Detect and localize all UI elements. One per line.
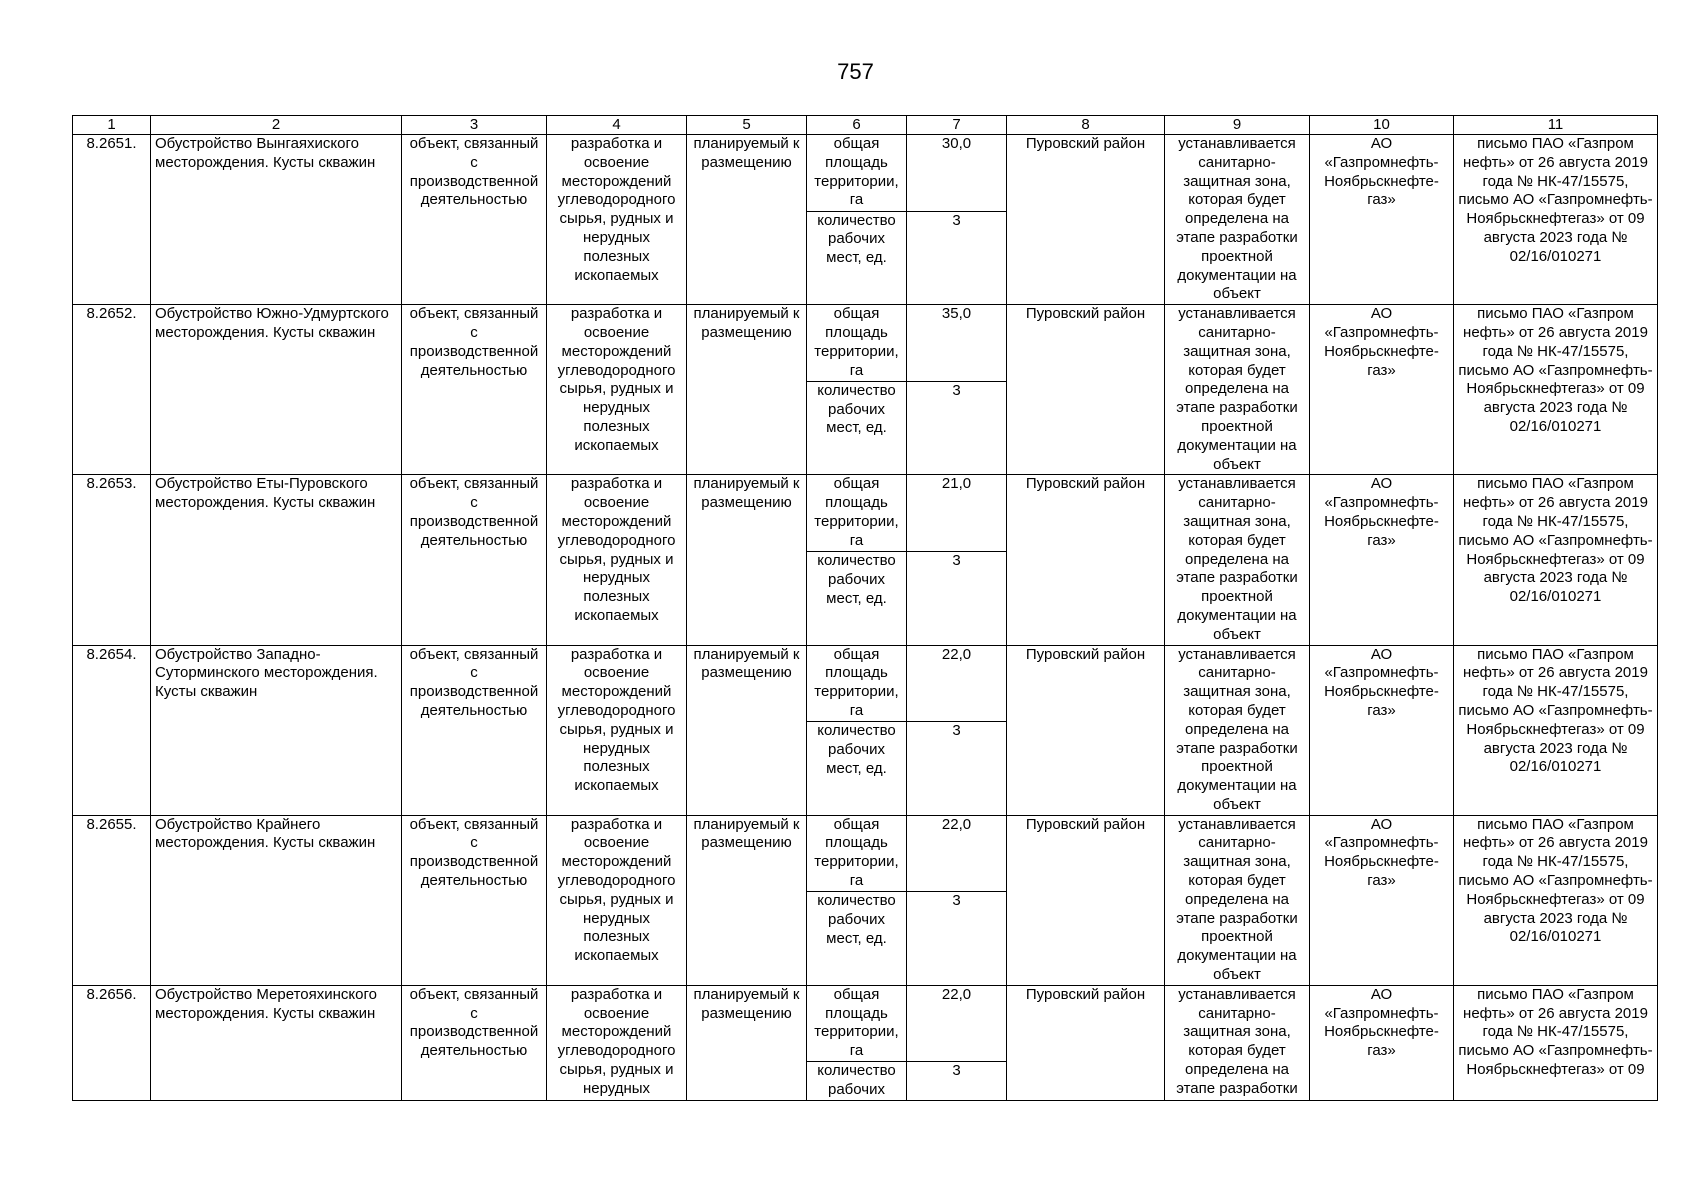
status-cell: планируемый к размещению xyxy=(687,305,807,475)
basis-cell: письмо ПАО «Газпром нефть» от 26 августа 2019 года № НК-47/15575, письмо АО «Газпромнефть-Ноябрьскнефтегаз» от 09 августа 2023 года № 02/16/010271 xyxy=(1454,645,1658,815)
object-type-cell: объект, связанный с производственной деятельностью xyxy=(402,305,547,475)
row-number-cell: 8.2654. xyxy=(73,645,151,815)
parameter-name-cell: общая площадь территории, га xyxy=(807,645,907,722)
purpose-cell: разработка и освоение месторождений углеводородного сырья, рудных и нерудных полезных ископаемых xyxy=(547,305,687,475)
basis-cell: письмо ПАО «Газпром нефть» от 26 августа 2019 года № НК-47/15575, письмо АО «Газпромнефть-Ноябрьскнефтегаз» от 09 августа 2023 года № 02/16/010271 xyxy=(1454,475,1658,645)
object-name-cell: Обустройство Крайнего месторождения. Кусты скважин xyxy=(151,815,402,985)
basis-cell: письмо ПАО «Газпром нефть» от 26 августа 2019 года № НК-47/15575, письмо АО «Газпромнефть-Ноябрьскнефтегаз» от 09 августа 2023 года № 02/16/010271 xyxy=(1454,815,1658,985)
object-name-cell: Обустройство Меретояхинского месторождения. Кусты скважин xyxy=(151,985,402,1100)
parameter-value-cell: 3 xyxy=(907,551,1007,645)
parameter-name-cell: общая площадь территории, га xyxy=(807,135,907,212)
location-cell: Пуровский район xyxy=(1007,135,1165,305)
organization-cell: АО «Газпромнефть-Ноябрьскнефте-газ» xyxy=(1310,135,1454,305)
basis-cell: письмо ПАО «Газпром нефть» от 26 августа 2019 года № НК-47/15575, письмо АО «Газпромнефть-Ноябрьскнефтегаз» от 09 августа 2023 года № 02/16/010271 xyxy=(1454,135,1658,305)
organization-cell: АО «Газпромнефть-Ноябрьскнефте-газ» xyxy=(1310,645,1454,815)
column-number: 5 xyxy=(687,116,807,135)
status-cell: планируемый к размещению xyxy=(687,135,807,305)
column-number: 1 xyxy=(73,116,151,135)
zone-cell: устанавливается санитарно-защитная зона, которая будет определена на этапе разработки проектной документации на объект xyxy=(1165,135,1310,305)
column-number: 11 xyxy=(1454,116,1658,135)
row-number-cell: 8.2656. xyxy=(73,985,151,1100)
location-cell: Пуровский район xyxy=(1007,815,1165,985)
zone-cell: устанавливается санитарно-защитная зона, которая будет определена на этапе разработки проектной документации на объект xyxy=(1165,305,1310,475)
column-number: 8 xyxy=(1007,116,1165,135)
table-row xyxy=(73,475,1658,552)
organization-cell: АО «Газпромнефть-Ноябрьскнефте-газ» xyxy=(1310,475,1454,645)
location-cell: Пуровский район xyxy=(1007,645,1165,815)
parameter-value-cell: 22,0 xyxy=(907,645,1007,722)
page-number: 757 xyxy=(837,59,874,84)
purpose-cell: разработка и освоение месторождений углеводородного сырья, рудных и нерудных полезных ископаемых xyxy=(547,475,687,645)
parameter-name-cell: общая площадь территории, га xyxy=(807,815,907,892)
column-number: 3 xyxy=(402,116,547,135)
object-name-cell: Обустройство Еты-Пуровского месторождения. Кусты скважин xyxy=(151,475,402,645)
parameter-value-cell: 3 xyxy=(907,211,1007,305)
parameter-value-cell: 3 xyxy=(907,1062,1007,1101)
column-number: 6 xyxy=(807,116,907,135)
object-type-cell: объект, связанный с производственной деятельностью xyxy=(402,135,547,305)
parameter-name-cell: количество рабочих мест, ед. xyxy=(807,892,907,986)
parameter-name-cell: общая площадь территории, га xyxy=(807,305,907,382)
row-number-cell: 8.2655. xyxy=(73,815,151,985)
parameter-value-cell: 22,0 xyxy=(907,985,1007,1061)
column-number: 4 xyxy=(547,116,687,135)
table-row xyxy=(73,985,1658,1061)
table-row xyxy=(73,305,1658,382)
basis-cell: письмо ПАО «Газпром нефть» от 26 августа 2019 года № НК-47/15575, письмо АО «Газпромнефть-Ноябрьскнефтегаз» от 09 августа 2023 года № 02/16/010271 xyxy=(1454,305,1658,475)
organization-cell: АО «Газпромнефть-Ноябрьскнефте-газ» xyxy=(1310,815,1454,985)
parameter-name-cell: количество рабочих мест, ед. xyxy=(807,211,907,305)
parameter-value-cell: 3 xyxy=(907,892,1007,986)
table-row xyxy=(73,135,1658,212)
purpose-cell: разработка и освоение месторождений углеводородного сырья, рудных и нерудных полезных ископаемых xyxy=(547,135,687,305)
column-number: 7 xyxy=(907,116,1007,135)
parameter-name-cell: количество рабочих xyxy=(807,1062,907,1101)
zone-cell: устанавливается санитарно-защитная зона, которая будет определена на этапе разработки проектной документации на объект xyxy=(1165,815,1310,985)
parameter-value-cell: 35,0 xyxy=(907,305,1007,382)
location-cell: Пуровский район xyxy=(1007,305,1165,475)
parameter-value-cell: 30,0 xyxy=(907,135,1007,212)
object-type-cell: объект, связанный с производственной деятельностью xyxy=(402,475,547,645)
organization-cell: АО «Газпромнефть-Ноябрьскнефте-газ» xyxy=(1310,305,1454,475)
column-number: 9 xyxy=(1165,116,1310,135)
zone-cell: устанавливается санитарно-защитная зона, которая будет определена на этапе разработки проектной документации на объект xyxy=(1165,475,1310,645)
parameter-name-cell: количество рабочих мест, ед. xyxy=(807,722,907,816)
parameter-value-cell: 3 xyxy=(907,381,1007,475)
object-type-cell: объект, связанный с производственной деятельностью xyxy=(402,815,547,985)
column-number: 10 xyxy=(1310,116,1454,135)
status-cell: планируемый к размещению xyxy=(687,815,807,985)
status-cell: планируемый к размещению xyxy=(687,475,807,645)
table-row xyxy=(73,815,1658,892)
basis-cell: письмо ПАО «Газпром нефть» от 26 августа 2019 года № НК-47/15575, письмо АО «Газпромнефть-Ноябрьскнефтегаз» от 09 xyxy=(1454,985,1658,1100)
parameter-value-cell: 21,0 xyxy=(907,475,1007,552)
location-cell: Пуровский район xyxy=(1007,985,1165,1100)
location-cell: Пуровский район xyxy=(1007,475,1165,645)
purpose-cell: разработка и освоение месторождений углеводородного сырья, рудных и нерудных полезных ископаемых xyxy=(547,815,687,985)
parameter-name-cell: количество рабочих мест, ед. xyxy=(807,551,907,645)
parameter-value-cell: 3 xyxy=(907,722,1007,816)
parameter-name-cell: общая площадь территории, га xyxy=(807,985,907,1061)
object-name-cell: Обустройство Южно-Удмуртского месторождения. Кусты скважин xyxy=(151,305,402,475)
organization-cell: АО «Газпромнефть-Ноябрьскнефте-газ» xyxy=(1310,985,1454,1100)
parameter-value-cell: 22,0 xyxy=(907,815,1007,892)
parameter-name-cell: общая площадь территории, га xyxy=(807,475,907,552)
parameter-name-cell: количество рабочих мест, ед. xyxy=(807,381,907,475)
row-number-cell: 8.2652. xyxy=(73,305,151,475)
column-number-header xyxy=(73,116,1658,135)
row-number-cell: 8.2653. xyxy=(73,475,151,645)
column-number: 2 xyxy=(151,116,402,135)
object-type-cell: объект, связанный с производственной деятельностью xyxy=(402,645,547,815)
register-table xyxy=(72,115,1658,1101)
status-cell: планируемый к размещению xyxy=(687,645,807,815)
status-cell: планируемый к размещению xyxy=(687,985,807,1100)
row-number-cell: 8.2651. xyxy=(73,135,151,305)
zone-cell: устанавливается санитарно-защитная зона, которая будет определена на этапе разработки xyxy=(1165,985,1310,1100)
object-name-cell: Обустройство Вынгаяхиского месторождения. Кусты скважин xyxy=(151,135,402,305)
purpose-cell: разработка и освоение месторождений углеводородного сырья, рудных и нерудных полезных ископаемых xyxy=(547,645,687,815)
purpose-cell: разработка и освоение месторождений углеводородного сырья, рудных и нерудных xyxy=(547,985,687,1100)
table-row xyxy=(73,645,1658,722)
table-body xyxy=(73,116,1658,1101)
object-name-cell: Обустройство Западно-Суторминского месторождения. Кусты скважин xyxy=(151,645,402,815)
zone-cell: устанавливается санитарно-защитная зона, которая будет определена на этапе разработки проектной документации на объект xyxy=(1165,645,1310,815)
object-type-cell: объект, связанный с производственной деятельностью xyxy=(402,985,547,1100)
